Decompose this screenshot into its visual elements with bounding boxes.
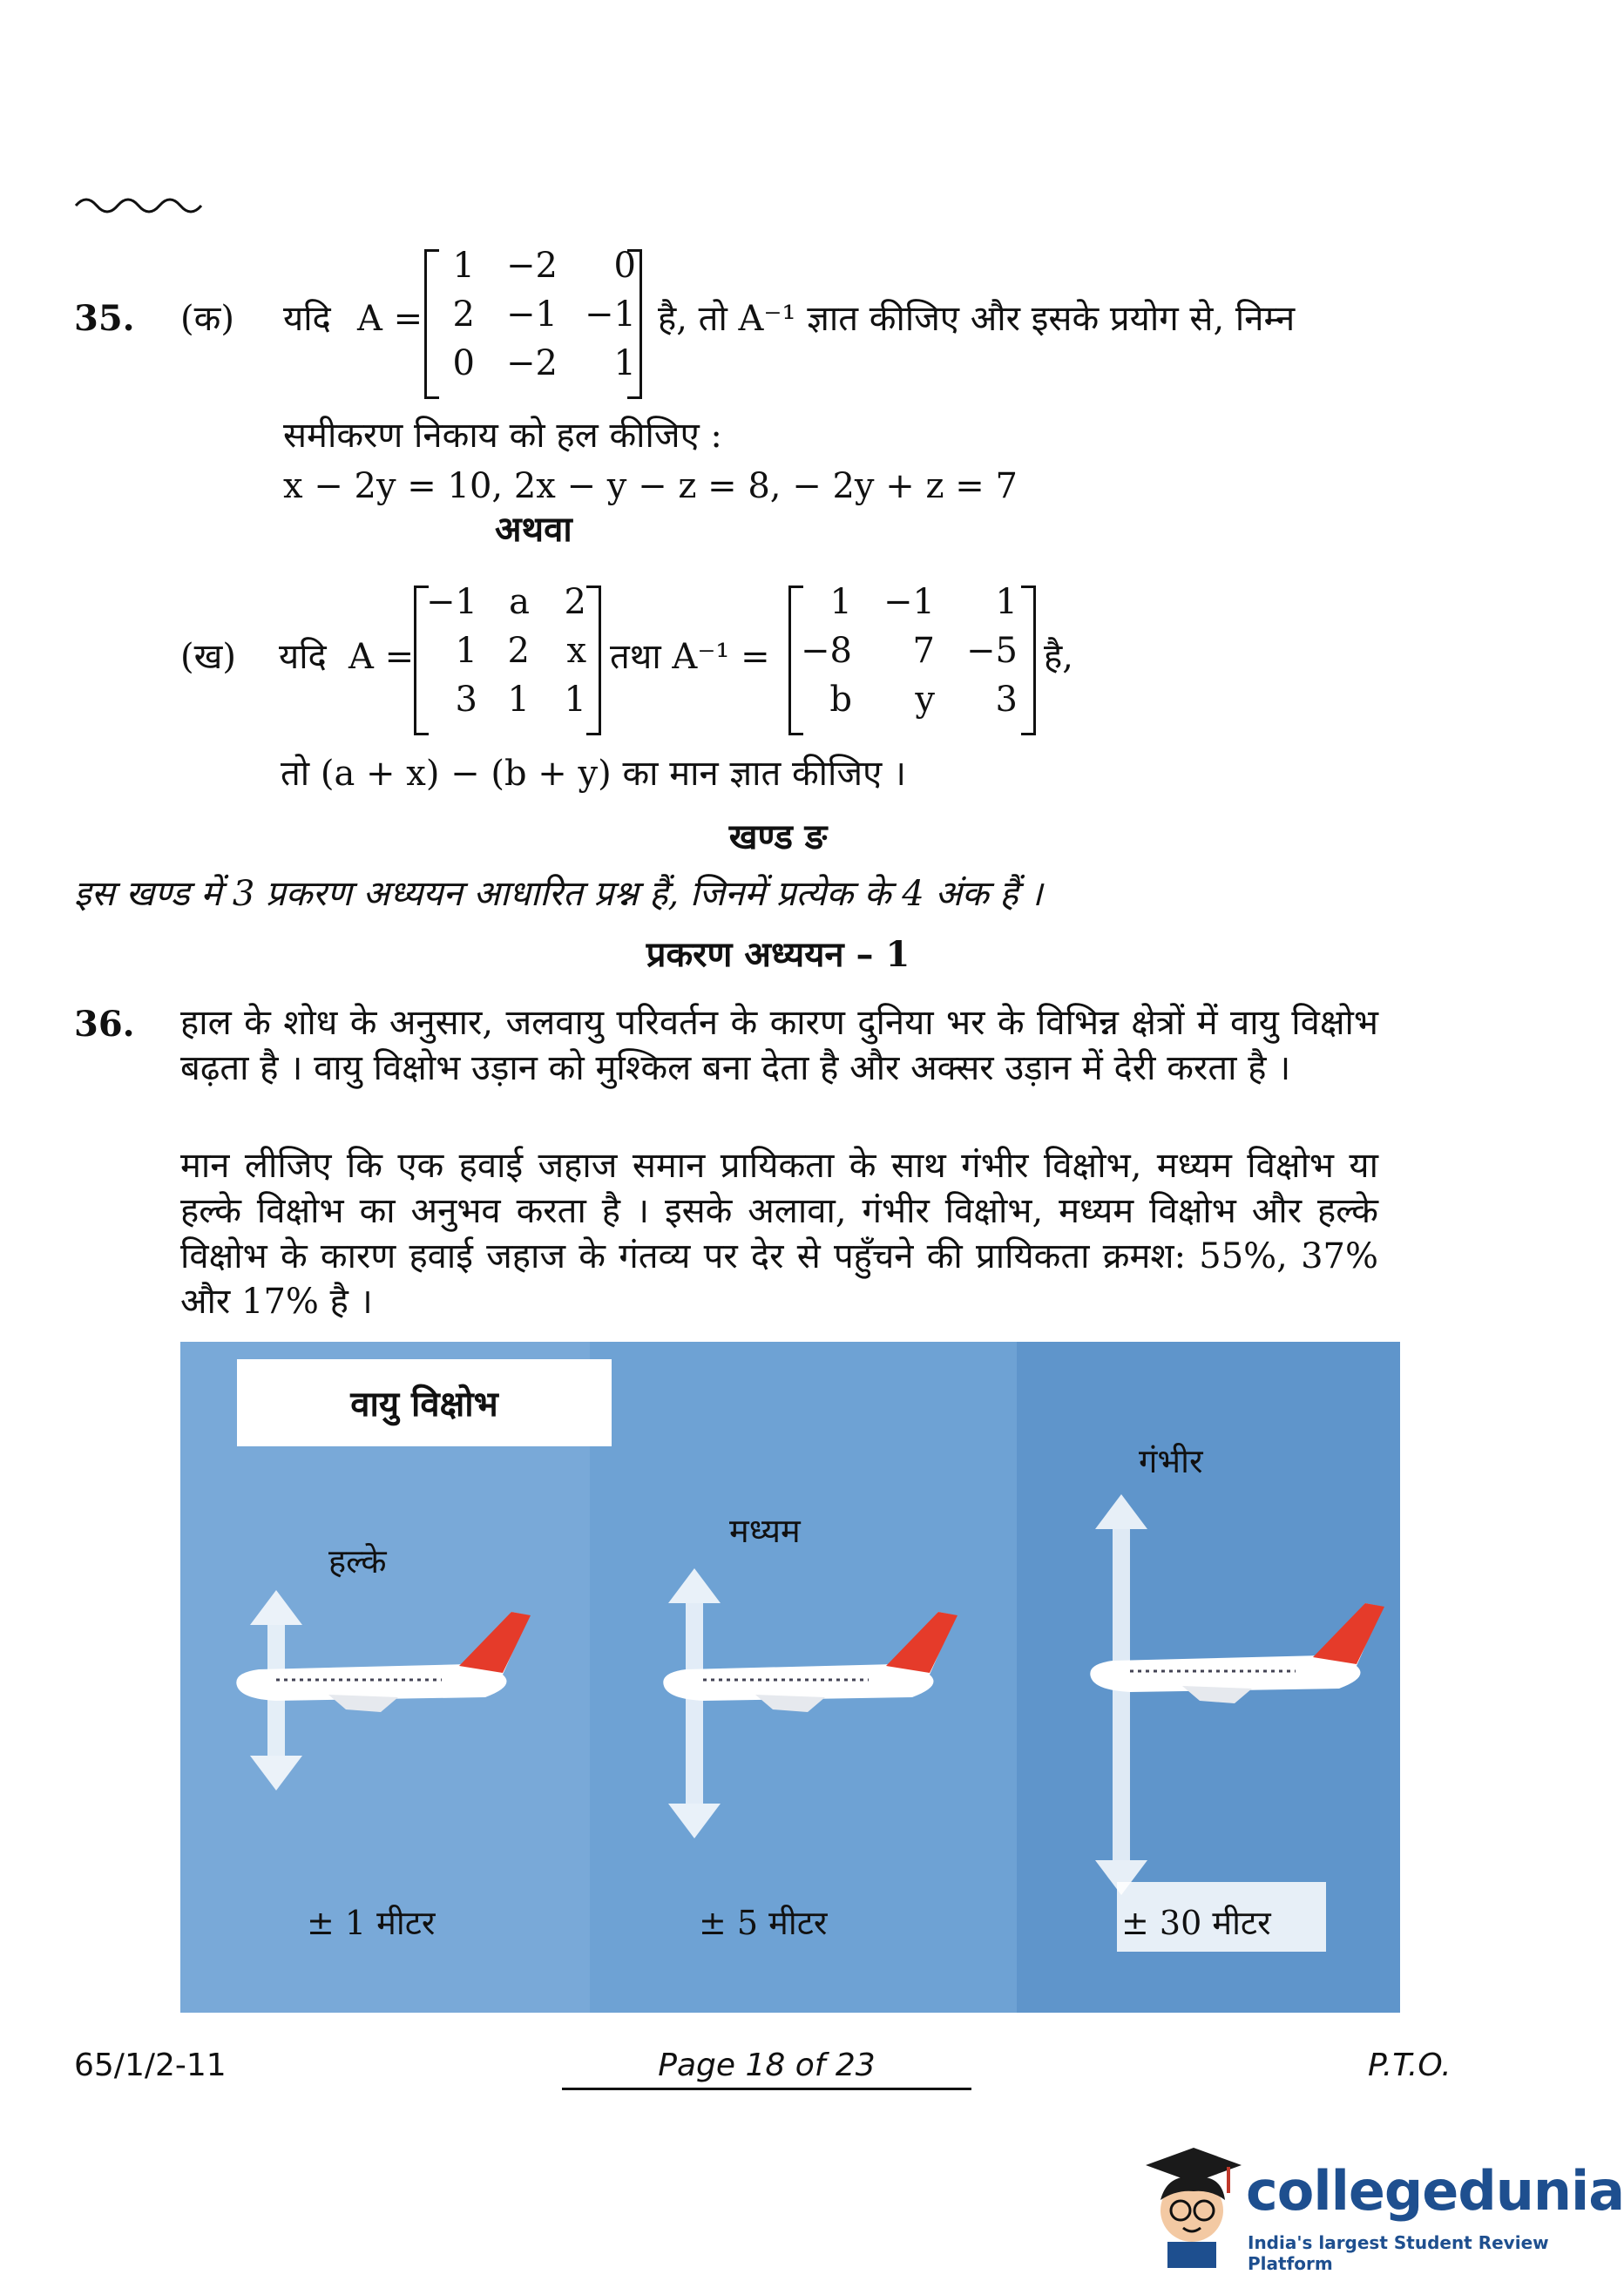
value-severe: ± 30 मीटर — [1121, 1904, 1271, 1942]
turbulence-figure — [180, 1342, 1400, 2013]
matrix-a-inverse — [800, 582, 1018, 720]
brand-tagline: India's largest Student Review Platform — [1248, 2232, 1549, 2274]
question-36-number: 36. — [74, 1004, 135, 1045]
matrix-ainv-cell: −1 — [883, 582, 935, 622]
pto-label: P.T.O. — [1368, 2048, 1451, 2083]
matrix-a2-right-bracket — [586, 586, 601, 735]
or-label: अथवा — [495, 509, 572, 550]
q36-paragraph-1: हाल के शोध के अनुसार, जलवायु परिवर्तन के कारण दुनिया भर के विभिन्न क्षेत्रों में वायु विक्षोभ बढ़ता है । वायु विक्षोभ उड़ान को मुश्किल बना देता है और अक्सर उड़ान में देरी करता है । — [180, 1003, 1378, 1088]
matrix-a2-cell: 2 — [507, 631, 530, 671]
part-b-label: (ख) — [180, 637, 236, 677]
matrix-a-cell: −2 — [506, 343, 558, 383]
matrix-a2-cell: 3 — [455, 680, 477, 720]
matrix-ainv-cell: −8 — [801, 631, 852, 671]
matrix-a-cell: 1 — [613, 343, 636, 383]
q35a-line2: समीकरण निकाय को हल कीजिए : — [283, 416, 722, 456]
figure-title: वायु विक्षोभ — [350, 1384, 498, 1425]
matrix-a-cell: −1 — [506, 294, 558, 335]
page-number: Page 18 of 23 — [658, 2048, 876, 2083]
matrix-a-cell: 1 — [452, 246, 475, 286]
matrix-a2 — [425, 582, 586, 720]
matrix-a2-cell: 1 — [564, 680, 586, 720]
matrix-a — [436, 246, 636, 383]
hai-text: है, — [1044, 637, 1073, 677]
page-number-underline — [562, 2088, 971, 2090]
matrix-a-cell: 2 — [452, 294, 475, 335]
matrix-ainv-cell: 3 — [995, 680, 1018, 720]
yadi-text: यदि — [283, 299, 331, 339]
yadi-text-b: यदि — [279, 637, 327, 677]
matrix-a-cell: −2 — [506, 246, 558, 286]
airplane-icon — [224, 1603, 538, 1743]
label-light: हल्के — [328, 1542, 387, 1581]
matrix-ainv-cell: b — [829, 680, 852, 720]
case-study-title: प्रकरण अध्ययन – 1 — [646, 934, 910, 975]
down-arrow-icon — [250, 1756, 302, 1790]
section-title: खण्ड ङ — [728, 816, 828, 857]
label-severe: गंभीर — [1139, 1442, 1203, 1480]
matrix-a2-cell: 2 — [564, 582, 586, 622]
matrix-ainv-cell: 1 — [829, 582, 852, 622]
value-medium: ± 5 मीटर — [699, 1904, 828, 1942]
student-mascot-icon — [1141, 2139, 1246, 2270]
a-equals: A = — [357, 299, 423, 339]
matrix-a2-cell: 1 — [507, 680, 530, 720]
q35a-after-matrix: है, तो A⁻¹ ज्ञात कीजिए और इसके प्रयोग से, निम्न — [658, 299, 1296, 339]
matrix-ainv-right-bracket — [1021, 586, 1036, 735]
up-arrow-icon — [668, 1568, 721, 1603]
paper-code: 65/1/2-11 — [74, 2048, 227, 2083]
up-arrow-icon — [1095, 1494, 1147, 1529]
matrix-a-cell: 0 — [613, 246, 636, 286]
label-medium: मध्यम — [729, 1512, 801, 1550]
matrix-a2-cell: −1 — [426, 582, 477, 622]
matrix-a-right-bracket — [627, 249, 642, 399]
matrix-ainv-cell: 7 — [912, 631, 935, 671]
matrix-ainv-cell: y — [915, 680, 935, 720]
q35b-final-line: तो (a + x) − (b + y) का मान ज्ञात कीजिए । — [281, 754, 907, 794]
matrix-a2-cell: a — [509, 582, 530, 622]
matrix-a-cell: 0 — [452, 343, 475, 383]
a-equals-b: A = — [348, 637, 415, 677]
matrix-a2-cell: x — [566, 631, 586, 671]
airplane-icon — [1078, 1594, 1391, 1734]
part-a-label: (क) — [180, 299, 234, 339]
q36-paragraph-2: मान लीजिए कि एक हवाई जहाज समान प्रायिकता के साथ गंभीर विक्षोभ, मध्यम विक्षोभ या हल्के विक्षोभ का अनुभव करता है । इसके अलावा, गंभीर विक्षोभ, मध्यम विक्षोभ और हल्के विक्षोभ के कारण हवाई जहाज के गंतव्य पर देर से पहुँचने की प्रायिकता क्रमश: 55%, 37% और 17% है । — [180, 1146, 1378, 1322]
question-35-number: 35. — [74, 298, 135, 339]
matrix-a-cell: −1 — [585, 294, 636, 335]
wavy-mark-icon — [74, 190, 205, 216]
value-light: ± 1 मीटर — [307, 1904, 436, 1942]
matrix-ainv-cell: −5 — [966, 631, 1018, 671]
brand-name: collegedunia — [1246, 2159, 1624, 2223]
q35a-equations: x − 2y = 10, 2x − y − z = 8, − 2y + z = 7 — [283, 466, 1018, 506]
section-instruction: इस खण्ड में 3 प्रकरण अध्ययन आधारित प्रश्न हैं, जिनमें प्रत्येक के 4 अंक हैं । — [74, 874, 1043, 914]
tatha-a-inverse: तथा A⁻¹ = — [610, 637, 770, 677]
down-arrow-icon — [668, 1804, 721, 1838]
airplane-icon — [651, 1603, 964, 1743]
matrix-ainv-cell: 1 — [995, 582, 1018, 622]
matrix-a2-cell: 1 — [455, 631, 477, 671]
